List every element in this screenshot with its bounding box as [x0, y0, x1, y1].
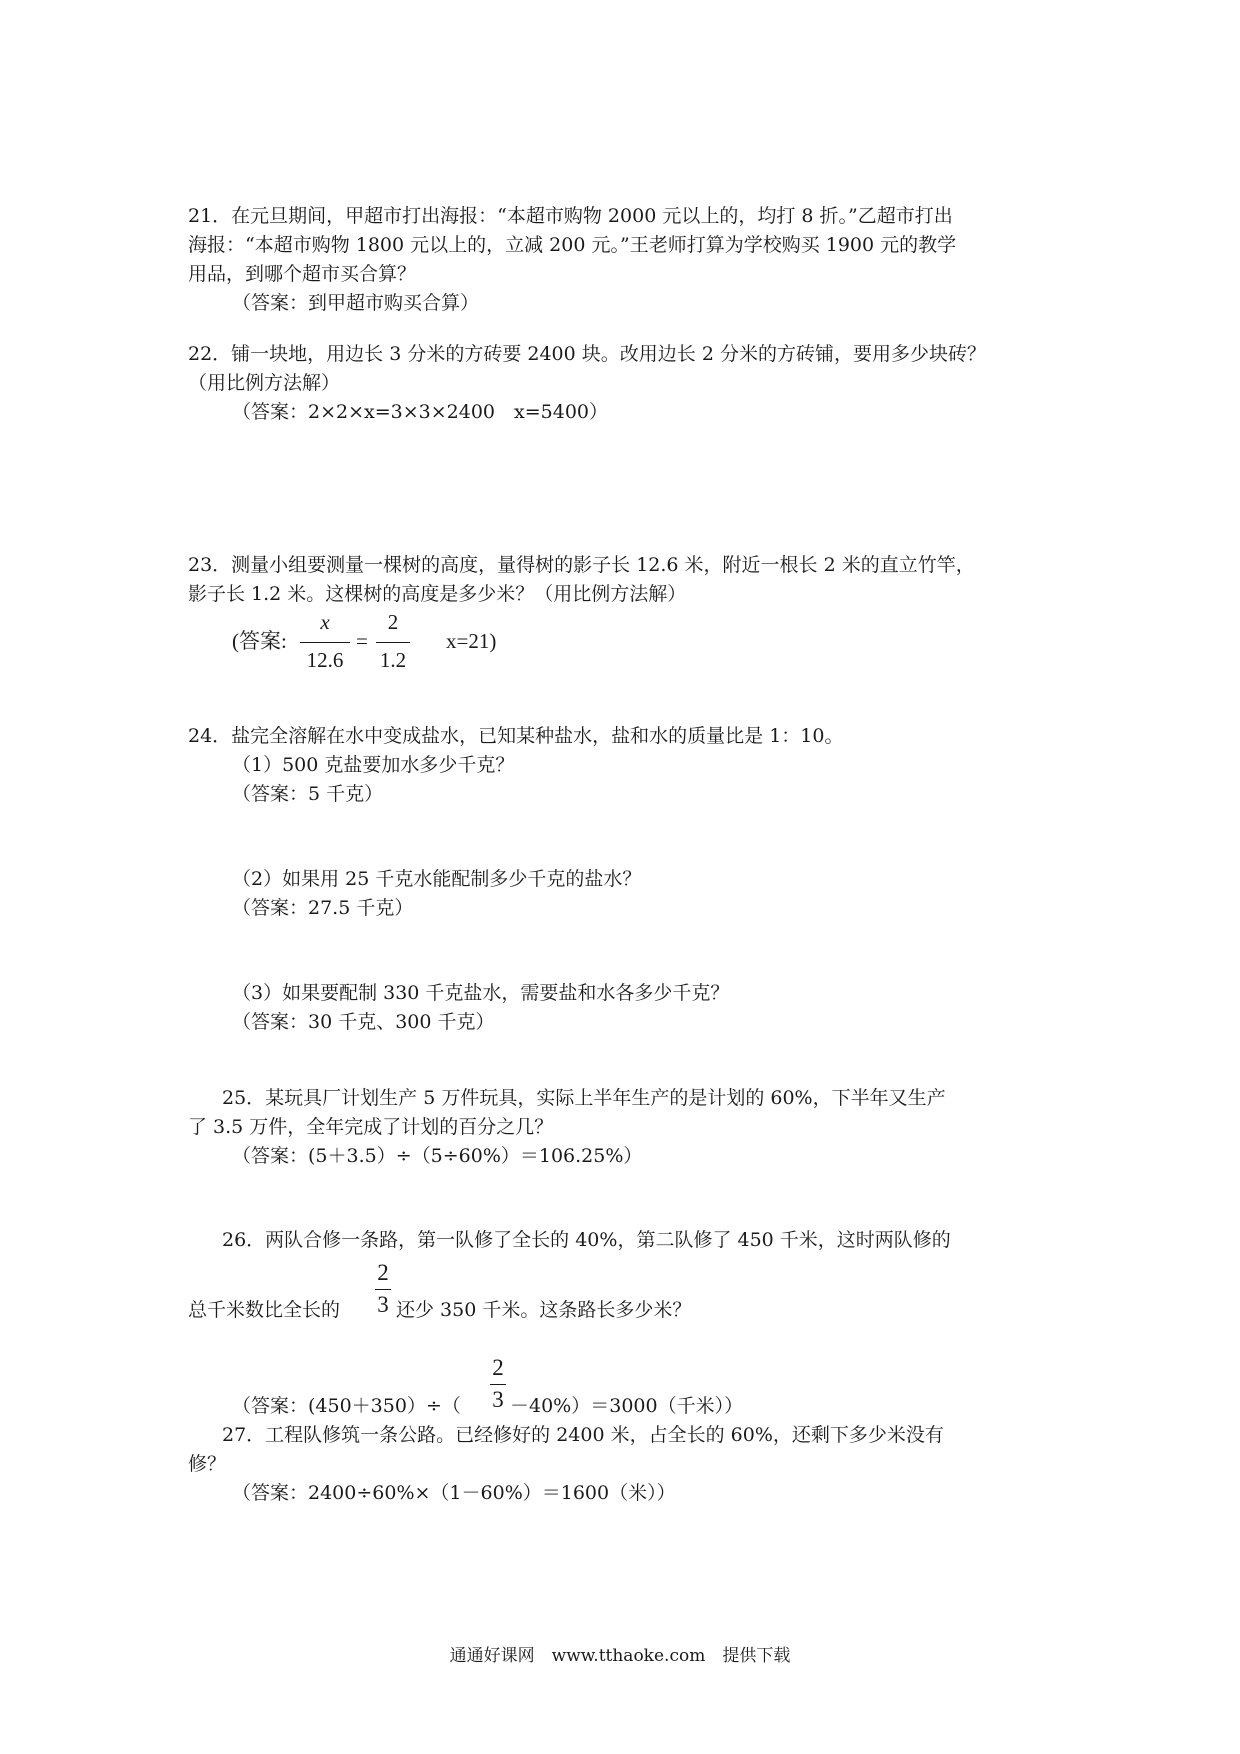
q26-answer-fraction-denominator: 3: [492, 1387, 504, 1412]
q22-line-1: 22．铺一块地，用边长 3 分米的方砖要 2400 块。改用边长 2 分米的方砖铺，要用多少块砖？: [188, 343, 986, 365]
q24-line-1: 24．盐完全溶解在水中变成盐水，已知某种盐水，盐和水的质量比是 1：10。: [188, 725, 844, 747]
q26-line-2-prefix: 总千米数比全长的: [188, 1299, 341, 1321]
q27-line-2: 修？: [188, 1453, 227, 1475]
q27-answer: （答案：2400÷60%×（1－60%）＝1600（米））: [232, 1482, 676, 1504]
q26-answer-prefix: （答案：(450＋350）÷（: [232, 1395, 461, 1417]
q21-answer: （答案：到甲超市购买合算）: [232, 292, 480, 314]
fraction-bar: [375, 1289, 391, 1290]
q24-answer-2: （答案：27.5 千克）: [232, 897, 414, 919]
q26-fraction: [375, 1261, 391, 1317]
q26-answer-suffix: －40%）＝3000（千米））: [510, 1395, 744, 1417]
q24-sub-question-2: （2）如果用 25 千克水能配制多少千克的盐水？: [232, 868, 642, 890]
q21-line-3: 用品，到哪个超市买合算？: [188, 263, 417, 285]
q24-answer-3: （答案：30 千克、300 千克）: [232, 1011, 495, 1033]
fraction-bar: [490, 1384, 506, 1385]
q24-sub-question-1: （1）500 克盐要加水多少千克？: [232, 754, 515, 776]
page-footer: 通通好课网 www.tthaoke.com 提供下载: [449, 1646, 791, 1666]
q23-answer-prefix: (答案:: [232, 629, 287, 653]
q27-line-1: 27．工程队修筑一条公路。已经修好的 2400 米，占全长的 60%，还剩下多少米没有: [222, 1424, 944, 1446]
q23-equals-sign: =: [356, 629, 368, 653]
q22-answer: （答案：2×2×x=3×3×2400 x=5400）: [232, 401, 609, 423]
q23-fraction-1-denominator: 12.6: [306, 648, 344, 672]
q24-answer-1: （答案：5 千克）: [232, 783, 384, 805]
q21-line-1: 21．在元旦期间，甲超市打出海报：“本超市购物 2000 元以上的，均打 8 折。”乙超市打出: [188, 205, 953, 227]
q23-fraction-2-denominator: 1.2: [379, 648, 407, 672]
q23-fraction-2-numerator: 2: [387, 610, 399, 634]
q23-fraction-1: [300, 612, 350, 674]
q23-fraction-2: [376, 612, 410, 674]
q21-line-2: 海报：“本超市购物 1800 元以上的，立减 200 元。”王老师打算为学校购买 1900 元的教学: [188, 234, 957, 256]
q26-answer-fraction-numerator: 2: [492, 1355, 504, 1380]
q25-answer: （答案：(5＋3.5）÷（5÷60%）＝106.25%）: [232, 1145, 643, 1167]
q26-line-2-suffix: 还少 350 千米。这条路长多少米？: [396, 1299, 692, 1321]
q23-line-1: 23．测量小组要测量一棵树的高度，量得树的影子长 12.6 米，附近一根长 2 米的直立竹竿，: [188, 554, 975, 576]
q25-line-1: 25．某玩具厂计划生产 5 万件玩具，实际上半年生产的是计划的 60%，下半年又生产: [222, 1087, 946, 1109]
q25-line-2: 了 3.5 万件，全年完成了计划的百分之几？: [188, 1116, 554, 1138]
q23-line-2: 影子长 1.2 米。这棵树的高度是多少米？（用比例方法解）: [188, 583, 687, 605]
fraction-bar: [376, 642, 410, 643]
q26-fraction-denominator: 3: [377, 1292, 389, 1317]
fraction-bar: [300, 642, 350, 643]
q22-line-2: （用比例方法解）: [188, 372, 341, 394]
q26-line-1: 26．两队合修一条路，第一队修了全长的 40%，第二队修了 450 千米，这时两队修的: [222, 1229, 951, 1251]
q26-answer-fraction: [490, 1356, 506, 1412]
q23-fraction-1-numerator: x: [320, 610, 330, 634]
q23-answer-suffix: x=21): [446, 629, 497, 653]
q26-fraction-numerator: 2: [377, 1260, 389, 1285]
q24-sub-question-3: （3）如果要配制 330 千克盐水，需要盐和水各多少千克？: [232, 982, 730, 1004]
